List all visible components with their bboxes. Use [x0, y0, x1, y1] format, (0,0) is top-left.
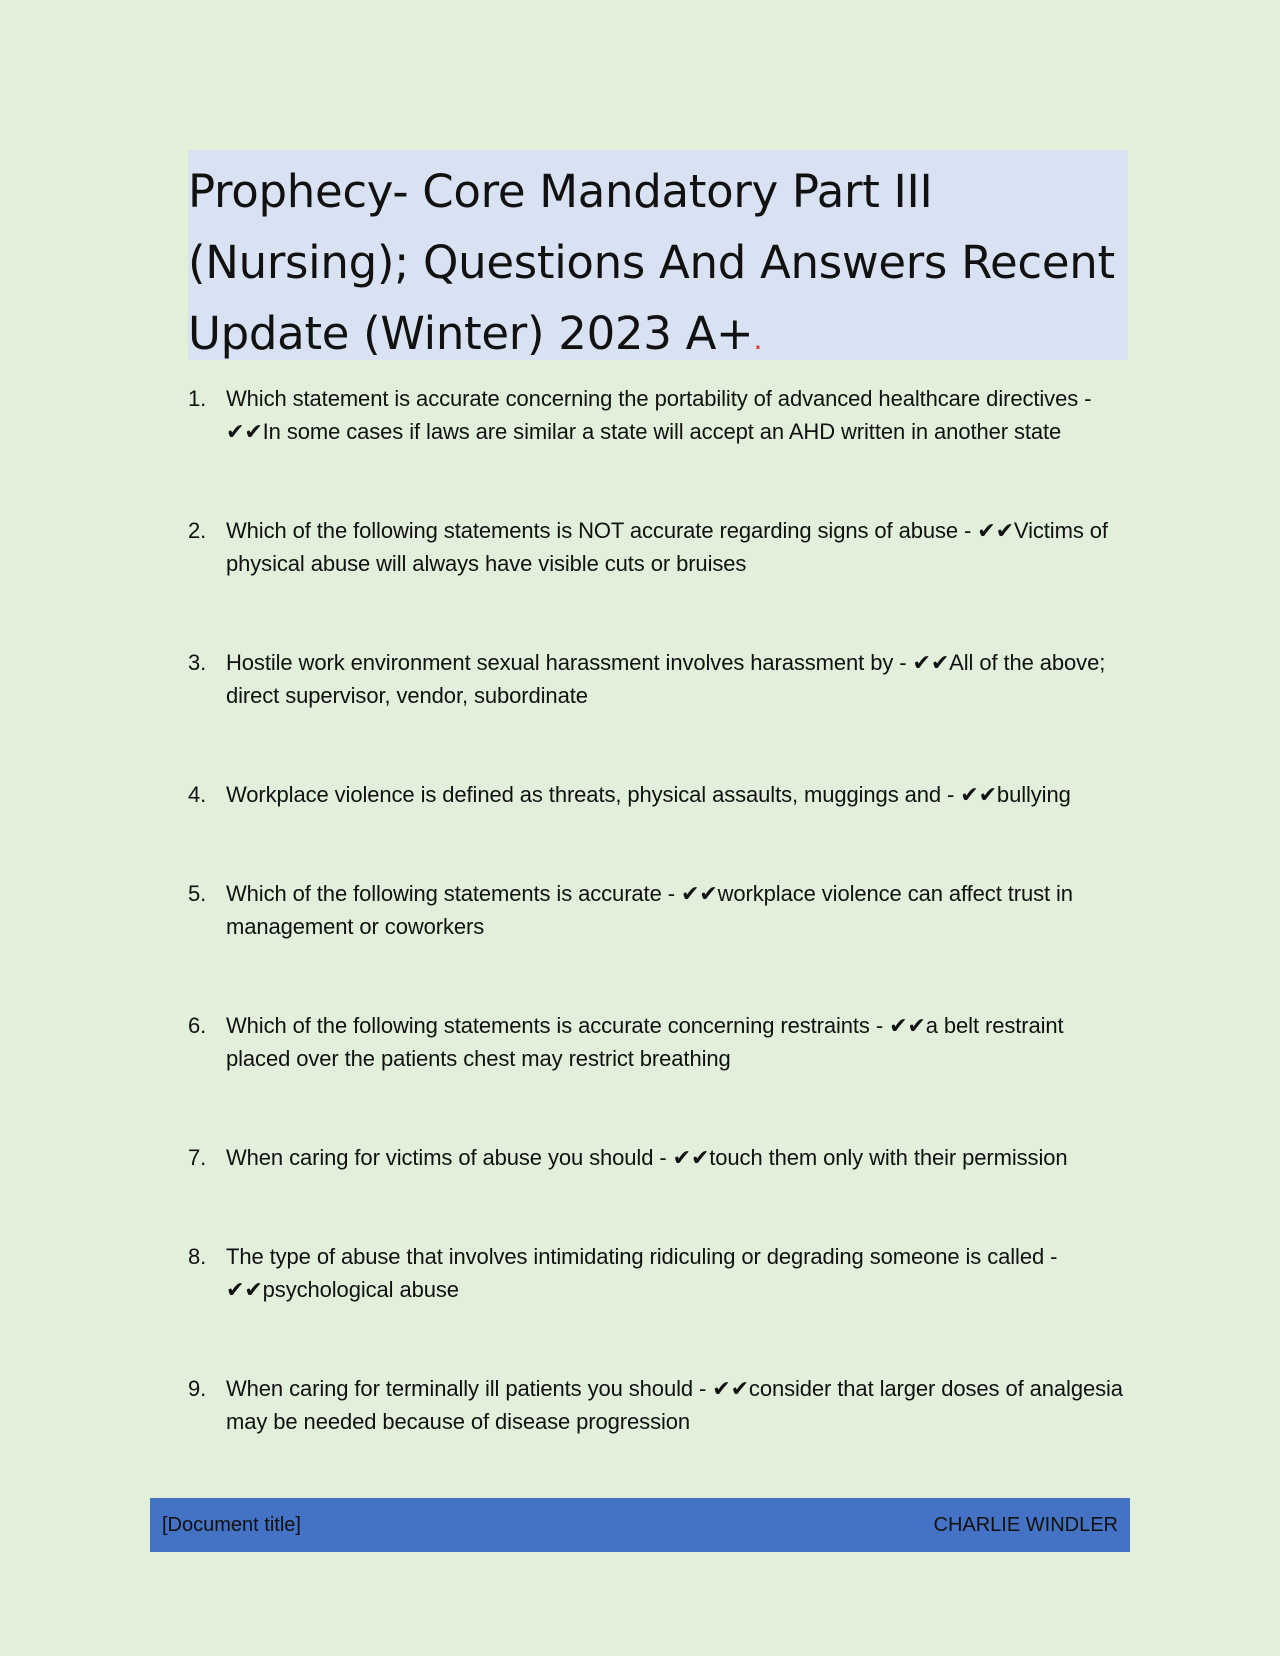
list-item — [188, 514, 1133, 580]
footer-document-title: [Document title] — [162, 1513, 301, 1536]
list-item — [188, 646, 1133, 712]
item-number: 4. — [188, 782, 207, 807]
item-text: Which of the following statements is accurate concerning restraints - ✔✔a belt restraint placed over the patients chest may restrict breathing — [226, 1013, 1064, 1071]
list-item — [188, 877, 1133, 943]
item-text: When caring for terminally ill patients you should - ✔✔consider that larger doses of analgesia may be needed because of disease progression — [226, 1376, 1123, 1434]
list-item — [188, 1372, 1133, 1438]
item-number: 1. — [188, 386, 207, 411]
item-number: 8. — [188, 1244, 207, 1269]
footer-author: CHARLIE WINDLER — [933, 1513, 1118, 1536]
item-number: 9. — [188, 1376, 207, 1401]
item-number: 7. — [188, 1145, 207, 1170]
list-item — [188, 382, 1133, 448]
item-text: When caring for victims of abuse you should - ✔✔touch them only with their permission — [226, 1145, 1068, 1170]
item-text: Workplace violence is defined as threats, physical assaults, muggings and - ✔✔bullying — [226, 782, 1071, 807]
item-number: 5. — [188, 881, 207, 906]
item-text: Which of the following statements is accurate - ✔✔workplace violence can affect trust in management or coworkers — [226, 881, 1073, 939]
list-item — [188, 1240, 1133, 1306]
item-number: 2. — [188, 518, 207, 543]
list-item — [188, 778, 1133, 811]
item-text: Which statement is accurate concerning the portability of advanced healthcare directives - ✔✔In some cases if laws are similar a state will accept an AHD written in another state — [226, 386, 1092, 444]
title-block — [188, 150, 1128, 360]
item-text: The type of abuse that involves intimidating ridiculing or degrading someone is called - ✔✔psychological abuse — [226, 1244, 1058, 1302]
item-text: Hostile work environment sexual harassment involves harassment by - ✔✔All of the above; direct supervisor, vendor, subordinate — [226, 650, 1106, 708]
footer-bar — [150, 1498, 1130, 1552]
question-list — [188, 382, 1133, 1438]
title-end-mark: . — [753, 323, 763, 356]
item-number: 3. — [188, 650, 207, 675]
list-item — [188, 1009, 1133, 1075]
item-number: 6. — [188, 1013, 207, 1038]
document-title — [188, 150, 1128, 375]
document-title-text: Prophecy- Core Mandatory Part III (Nursing); Questions And Answers Recent Update (Winter) 2023 A+ — [188, 165, 1115, 360]
item-text: Which of the following statements is NOT accurate regarding signs of abuse - ✔✔Victims of physical abuse will always have visible cuts or bruises — [226, 518, 1108, 576]
list-item — [188, 1141, 1133, 1174]
